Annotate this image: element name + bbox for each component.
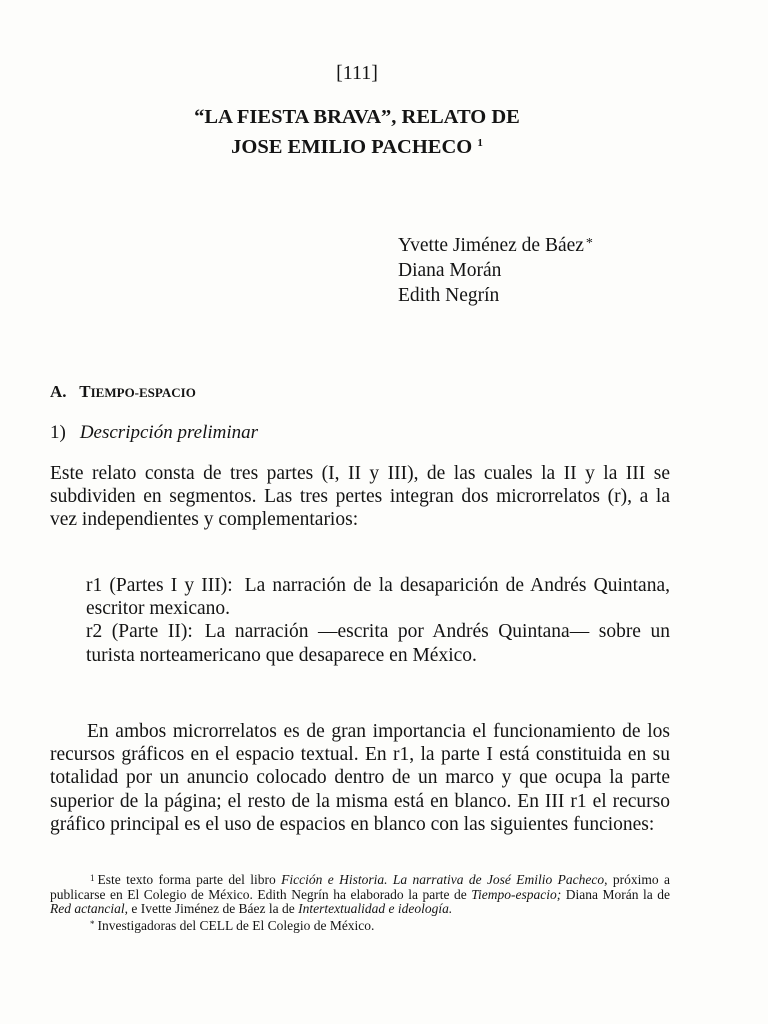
- author-footnote-mark[interactable]: *: [585, 236, 593, 251]
- author-name: Diana Morán: [398, 260, 502, 281]
- article-title: [0, 104, 714, 160]
- item-text: La narración de la desaparición de Andrés Quintana, escritor mexicano.: [86, 575, 670, 620]
- item-text: La narración —escrita por Andrés Quintana— sobre un turista norteamericano que desaparece en México.: [86, 621, 670, 666]
- section-heading: [50, 382, 196, 402]
- subsection-title: Descripción preliminar: [79, 422, 259, 443]
- item-label: r1 (Partes I y III):: [86, 575, 233, 596]
- footnote-text: Este texto forma parte del libro: [97, 872, 282, 887]
- footnote-text: , e Ivette Jiménez de Báez la de: [124, 901, 299, 916]
- footnote-text: , próximo a publicarse en El Colegio de México. Edith Negrín ha elaborado la parte de: [50, 872, 670, 902]
- author-1: [398, 231, 593, 258]
- footnote-text: Investigadoras del CELL de El Colegio de México.: [97, 917, 375, 933]
- microrelato-list: [86, 574, 670, 667]
- title-line-2: [0, 130, 714, 160]
- footnote-part-title: Tiempo-espacio;: [471, 886, 562, 902]
- paragraph-1: Este relato consta de tres partes (I, II y III), de las cuales la II y la III se subdividen en segmentos. Las tres pertes integran dos microrrelatos (r), a la vez independientes y complementarios:: [50, 463, 670, 531]
- footnote-mark: *: [90, 918, 95, 929]
- footnote-part-title: Red actancial: [50, 901, 125, 916]
- paragraph-2: En ambos microrrelatos es de gran importancia el funcionamiento de los recursos gráficos en el espacio textual. En r1, la parte I está constituida en su totalidad por un anuncio colocado dentro de un marco y que ocupa la parte superior de la página; el resto de la misma está en blanco. En III r1 el recurso gráfico principal es el uso de espacios en blanco con las siguientes funciones:: [50, 721, 670, 835]
- item-label: r2 (Parte II):: [86, 621, 193, 643]
- list-item: [86, 574, 670, 620]
- footnote-mark: 1: [90, 873, 95, 883]
- section-title-initial: T: [79, 382, 91, 401]
- footnotes: [50, 871, 670, 933]
- author-2: [398, 258, 593, 283]
- subsection-heading: [50, 422, 258, 444]
- author-3: [398, 283, 593, 308]
- footnote-1: [50, 871, 670, 917]
- title-line-2-text: JOSE EMILIO PACHECO: [231, 136, 473, 158]
- list-item: [86, 620, 670, 666]
- author-name: Yvette Jiménez de Báez: [398, 235, 584, 256]
- title-line-1: “LA FIESTA BRAVA”, RELATO DE: [194, 106, 520, 128]
- page-number: [111]: [336, 62, 378, 84]
- footnote-text: Diana Morán la de: [561, 886, 670, 902]
- author-list: [398, 231, 593, 308]
- author-name: Edith Negrín: [398, 285, 500, 306]
- footnote-book-title: Ficción e Historia. La narrativa de José Emilio Pacheco: [281, 872, 605, 887]
- section-title-rest: IEMPO-ESPACIO: [90, 385, 196, 400]
- section-letter: A.: [50, 382, 67, 401]
- subsection-number: 1): [50, 422, 66, 443]
- footnote-part-title: Intertextualidad e ideología.: [298, 901, 453, 916]
- footnote-2: [50, 917, 670, 934]
- title-footnote-mark[interactable]: 1: [477, 137, 483, 149]
